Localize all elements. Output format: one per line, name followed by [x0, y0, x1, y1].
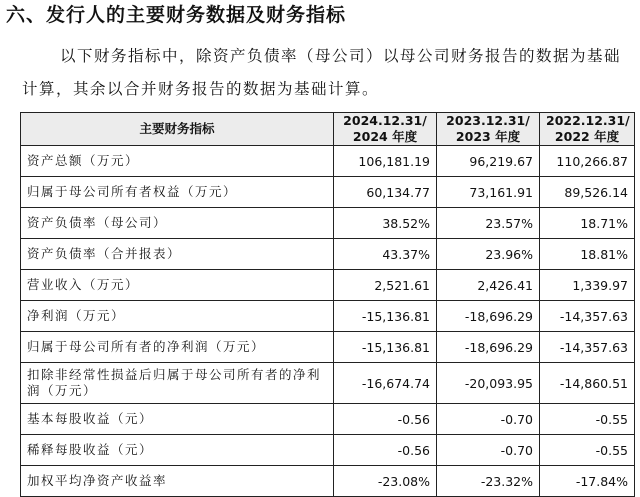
cell-value: 73,161.91 [437, 177, 540, 208]
cell-value: 106,181.19 [334, 146, 437, 177]
row-label: 扣除非经常性损益后归属于母公司所有者的净利润（万元） [21, 363, 334, 404]
header-col-2024-date: 2024.12.31/ [343, 113, 427, 128]
row-label: 加权平均净资产收益率 [21, 466, 334, 497]
header-col-2022 [540, 113, 635, 146]
cell-value: 110,266.87 [540, 146, 635, 177]
cell-value: -17.84% [540, 466, 635, 497]
cell-value: -0.56 [334, 435, 437, 466]
cell-value: -15,136.81 [334, 301, 437, 332]
header-col-2022-year: 2022 年度 [554, 129, 620, 144]
header-col-2023 [437, 113, 540, 146]
header-col-2023-year: 2023 年度 [455, 129, 521, 144]
cell-value: -0.70 [437, 435, 540, 466]
cell-value: -16,674.74 [334, 363, 437, 404]
table-row [21, 177, 635, 208]
row-label: 资产负债率（母公司） [21, 208, 334, 239]
cell-value: -14,357.63 [540, 332, 635, 363]
row-label: 营业收入（万元） [21, 270, 334, 301]
table-row [21, 435, 635, 466]
table-row [21, 466, 635, 497]
cell-value: 18.81% [540, 239, 635, 270]
cell-value: -18,696.29 [437, 332, 540, 363]
header-col-2024-year: 2024 年度 [352, 129, 418, 144]
cell-value: -0.70 [437, 404, 540, 435]
table-row [21, 239, 635, 270]
section-heading: 六、发行人的主要财务数据及财务指标 [6, 4, 347, 26]
cell-value: -18,696.29 [437, 301, 540, 332]
table-row [21, 363, 635, 404]
cell-value: 96,219.67 [437, 146, 540, 177]
row-label: 资产负债率（合并报表） [21, 239, 334, 270]
cell-value: 2,521.61 [334, 270, 437, 301]
row-label: 稀释每股收益（元） [21, 435, 334, 466]
row-label: 归属于母公司所有者权益（万元） [21, 177, 334, 208]
table-row [21, 270, 635, 301]
financial-indicators-table [20, 112, 635, 497]
cell-value: -20,093.95 [437, 363, 540, 404]
cell-value: 2,426.41 [437, 270, 540, 301]
table-row [21, 332, 635, 363]
row-label: 归属于母公司所有者的净利润（万元） [21, 332, 334, 363]
cell-value: -14,357.63 [540, 301, 635, 332]
cell-value: 23.96% [437, 239, 540, 270]
cell-value: -0.55 [540, 435, 635, 466]
intro-text: 以下财务指标中，除资产负债率（母公司）以母公司财务报告的数据为基础计算，其余以合并财务报告的数据为基础计算。 [22, 47, 622, 98]
header-col-2023-date: 2023.12.31/ [446, 113, 530, 128]
table-row [21, 146, 635, 177]
cell-value: -0.55 [540, 404, 635, 435]
cell-value: -15,136.81 [334, 332, 437, 363]
table-row [21, 404, 635, 435]
table-row [21, 301, 635, 332]
cell-value: -23.08% [334, 466, 437, 497]
cell-value: 60,134.77 [334, 177, 437, 208]
intro-paragraph [22, 40, 632, 106]
cell-value: -14,860.51 [540, 363, 635, 404]
cell-value: -0.56 [334, 404, 437, 435]
cell-value: 38.52% [334, 208, 437, 239]
row-label: 基本每股收益（元） [21, 404, 334, 435]
header-col-2022-date: 2022.12.31/ [546, 113, 630, 128]
cell-value: 18.71% [540, 208, 635, 239]
table-header-row [21, 113, 635, 146]
row-label: 净利润（万元） [21, 301, 334, 332]
cell-value: -23.32% [437, 466, 540, 497]
header-indicator: 主要财务指标 [21, 113, 334, 146]
cell-value: 89,526.14 [540, 177, 635, 208]
row-label: 资产总额（万元） [21, 146, 334, 177]
cell-value: 23.57% [437, 208, 540, 239]
cell-value: 43.37% [334, 239, 437, 270]
table-row [21, 208, 635, 239]
header-col-2024 [334, 113, 437, 146]
cell-value: 1,339.97 [540, 270, 635, 301]
